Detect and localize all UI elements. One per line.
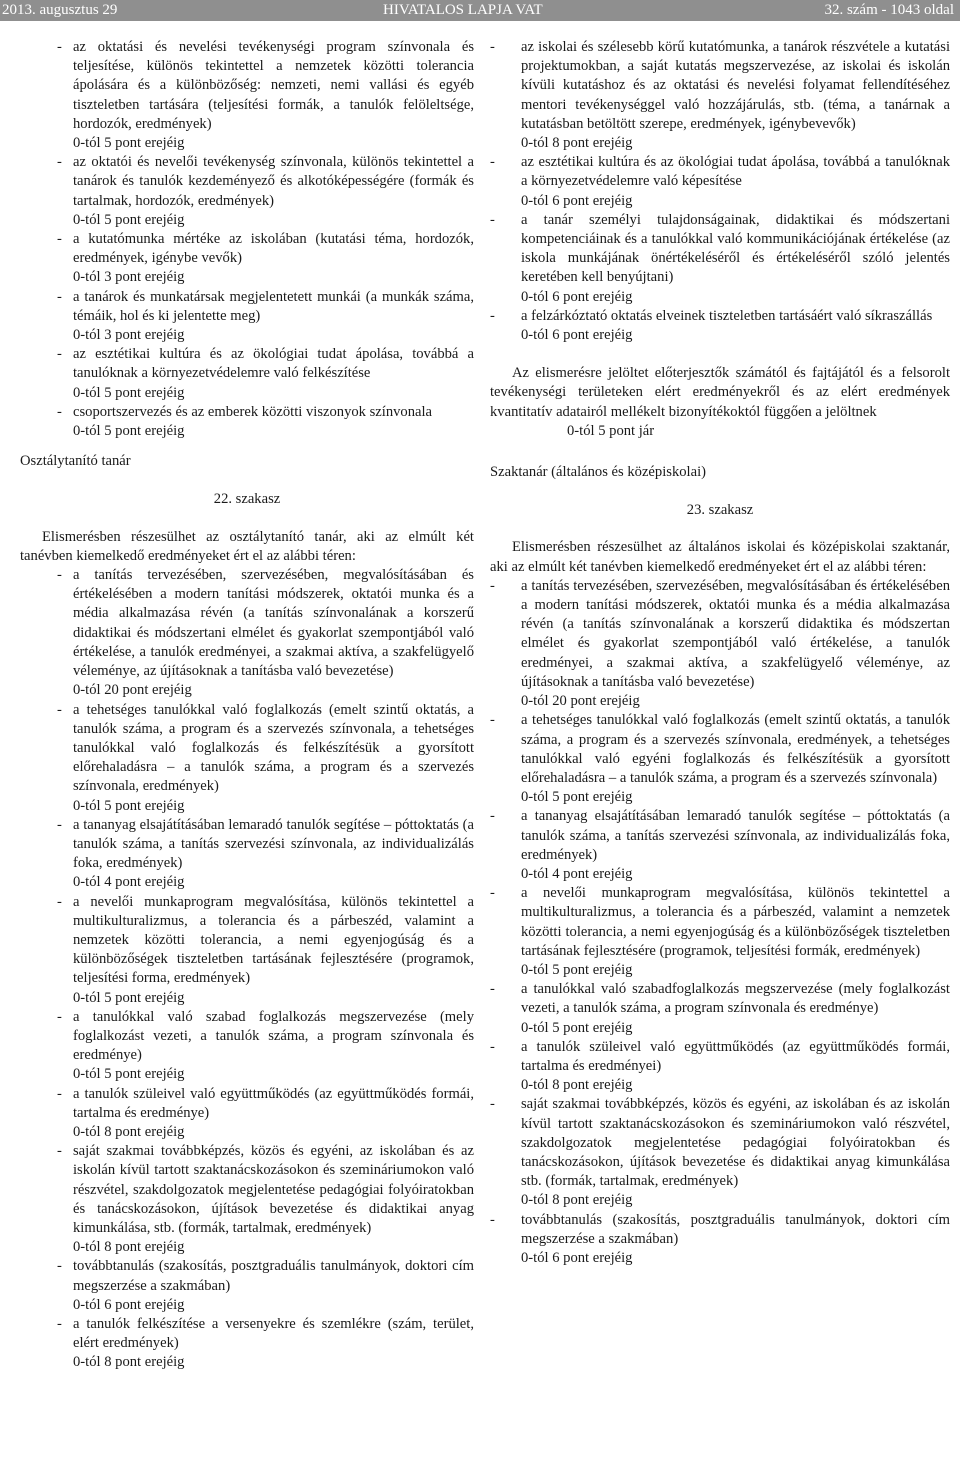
criterion-points: 0-tól 20 pont erejéig: [521, 693, 640, 710]
criterion-text: az iskolai és szélesebb körű kutatómunka, a tanárok részvétele a kutatási projektumokban, a saját kutatás megszervezése, az iskolai és iskolán kívüli kutatáshoz és az oktatási és nevelési folyamat fellendítéséhez mentori tevékenységgel való hozzájárulás, stb. (téma, a tanárnak a kutatásban betöltött szerepe, eredmények, igénybevevők): [521, 39, 950, 132]
criterion-points: 0-tól 8 pont erejéig: [521, 135, 633, 152]
list-dash: -: [57, 893, 62, 910]
list-item: [490, 1095, 950, 1191]
list-dash: -: [57, 154, 62, 171]
criterion-text: továbbtanulás (szakosítás, posztgraduális tanulmányok, doktori cím megszerzése a szakmában): [521, 1211, 950, 1247]
criterion-text: a nevelői munkaprogram megvalósítása, különös tekintettel a multikulturalizmus, a tolerancia és a párbeszéd, valamint a nemzetek közötti tolerancia, a nemi egyenjogúság és a különbözőségek tiszteletben tartásának fejlesztésére (programok, teljesítési formák, eredmények): [521, 885, 950, 959]
list-dash: -: [490, 1096, 495, 1113]
criterion-text: az oktatói és nevelői tevékenység színvonala, különös tekintettel a tanárok és tanulók kezdeményező és alkotóképességére (formák és tartalmak, hordozók, eredmények): [73, 154, 474, 209]
list-item: [20, 1142, 474, 1238]
closing-points: 0-tól 5 pont jár: [567, 422, 655, 439]
list-item: [20, 38, 474, 134]
criterion-text: továbbtanulás (szakosítás, posztgraduális tanulmányok, doktori cím megszerzése a szakmában): [73, 1258, 474, 1294]
section-22-criteria-list: [20, 566, 474, 1373]
list-dash: -: [57, 701, 62, 718]
criterion-text: az esztétikai kultúra és az ökológiai tudat ápolása, továbbá a tanulóknak a környezetvédelemre való felkészítése: [73, 346, 474, 382]
criterion-text: a tanulók szüleivel való együttműködés (az együttműködés formái, tartalma és eredménye): [73, 1085, 474, 1121]
criterion-text: a nevelői munkaprogram megvalósítása, különös tekintettel a multikulturalizmus, a tolerancia és a párbeszéd, valamint a nemzetek közötti tolerancia, a nemi egyenjogúság és a különbözőségek tiszteletben tartásának fejlesztésére (programok, teljesítési forma, eredmények): [73, 893, 474, 987]
criterion-points: 0-tól 20 pont erejéig: [73, 682, 192, 699]
criterion-points: 0-tól 5 pont erejéig: [73, 211, 185, 228]
list-item: [490, 884, 950, 961]
criterion-points: 0-tól 6 pont erejéig: [521, 1249, 633, 1266]
list-item: [490, 307, 950, 326]
category-label-class-teacher: Osztálytanító tanár: [20, 453, 131, 470]
list-item: [20, 701, 474, 797]
criterion-text: saját szakmai továbbképzés, közös és egyéni, az iskolában és az iskolán kívül tartott szaktanácskozásokon és szemináriumokon való részvétel, szakdolgozatok megjelentetése pedagógiai folyóiratokban és tanácskozásokon, újítások bevezetése és didaktikai anyag kimunkálása stb. (formák, tartalmak, eredmények): [521, 1096, 950, 1190]
list-dash: -: [57, 288, 62, 305]
list-dash: -: [490, 808, 495, 825]
list-item: [20, 816, 474, 874]
list-item: [20, 566, 474, 681]
header-publication: HIVATALOS LAPJA VAT: [383, 2, 543, 18]
list-dash: -: [490, 712, 495, 729]
criterion-points: 0-tól 4 pont erejéig: [73, 874, 185, 891]
list-dash: -: [57, 1085, 62, 1102]
list-dash: -: [490, 1038, 495, 1055]
criterion-text: a tanulókkal való szabad foglalkozás megszervezése (mely foglalkozást vezeti, a tanulók száma, a program színvonala és eredménye): [73, 1008, 474, 1064]
criterion-points: 0-tól 5 pont erejéig: [73, 797, 185, 814]
list-item: [490, 211, 950, 288]
list-item: [20, 1008, 474, 1066]
right-column: [490, 38, 950, 1268]
criterion-points: 0-tól 5 pont erejéig: [73, 989, 185, 1006]
list-dash: -: [57, 1008, 62, 1025]
list-item: [20, 403, 474, 422]
criterion-points: 0-tól 5 pont erejéig: [73, 135, 185, 152]
criterion-text: a tehetséges tanulókkal való foglalkozás (emelt szintű oktatás, a tanulók száma, a program és a szervezés színvonala, eredmények, a tehetséges tanulókkal való egyéni foglalkozás és felkészítésük a gyorsított előrehaladásra – a tanulók száma, a program és a szervezés színvonala): [521, 712, 950, 786]
list-dash: -: [57, 346, 62, 363]
header-page-number: 32. szám - 1043 oldal: [824, 2, 954, 18]
criterion-text: a tanulók felkészítése a versenyekre és szemlékre (szám, terület, elért eredmények): [73, 1316, 474, 1352]
list-item: [20, 893, 474, 989]
left-top-list: [20, 38, 474, 441]
section-title-22: 22. szakasz: [213, 491, 281, 508]
criterion-text: a kutatómunka mértéke az iskolában (kutatási téma, hordozók, eredmények, igénybe vevők): [73, 231, 474, 267]
list-dash: -: [490, 211, 495, 228]
list-dash: -: [490, 981, 495, 998]
criterion-text: az esztétikai kultúra és az ökológiai tudat ápolása, továbbá a tanulóknak a környezetvédelemre való képesítése: [521, 154, 950, 190]
list-dash: -: [57, 816, 62, 833]
list-dash: -: [490, 885, 495, 902]
list-item: [20, 1315, 474, 1353]
list-item: [20, 345, 474, 383]
criterion-points: 0-tól 5 pont erejéig: [73, 384, 185, 401]
list-item: [20, 288, 474, 326]
list-dash: -: [490, 307, 495, 324]
criterion-points: 0-tól 8 pont erejéig: [73, 1123, 185, 1140]
list-item: [490, 38, 950, 134]
criterion-points: 0-tól 8 pont erejéig: [73, 1354, 185, 1371]
list-item: [20, 1257, 474, 1295]
list-item: [490, 577, 950, 692]
criterion-text: a tanítás tervezésében, szervezésében, megvalósításában és értékelésében a modern tanítási módszerek, oktatói munka és a média alkalmazása révén (a tanítás színvonalának a korszerű didaktikai és módszertani elmélet és gyakorlat szempontjából való értékelése, a tanulók eredményei, a szakmai aktíva, a szakfelügyelő véleménye, az újításoknak a tanításba való bevezetése): [73, 567, 474, 680]
list-item: [20, 153, 474, 211]
right-top-list: [490, 38, 950, 345]
list-item: [20, 230, 474, 268]
closing-paragraph: Az elismerésre jelöltet előterjesztők számától és fajtájától és a felsorolt tevékenységi területeken elért eredményekről és az elért eredmények kvantitatív adatairól mellékelt bizonyítékoktól függően a jelöltnek: [490, 365, 950, 420]
criterion-text: a tananyag elsajátításában lemaradó tanulók segítése – póttoktatás (a tanulók száma, a tanítás szervezési színvonala, az individualizálás foka, eredmények): [73, 816, 474, 872]
criterion-points: 0-tól 8 pont erejéig: [521, 1192, 633, 1209]
criterion-points: 0-tól 6 pont erejéig: [521, 192, 633, 209]
section-title-23: 23. szakasz: [686, 502, 754, 519]
criterion-points: 0-tól 6 pont erejéig: [73, 1296, 185, 1313]
list-dash: -: [490, 39, 495, 55]
list-dash: -: [490, 1211, 495, 1228]
criterion-text: a felzárkóztató oktatás elveinek tiszteletben tartásáért való síkraszállás: [521, 307, 933, 324]
list-dash: -: [490, 577, 495, 594]
list-item: [490, 153, 950, 191]
left-column: [20, 38, 474, 1373]
section-22-intro: Elismerésben részesülhet az osztálytanító tanár, aki az elmúlt két tanévben kiemelkedő eredményeket ért el az alábbi téren:: [20, 528, 474, 564]
page-header: [0, 0, 960, 21]
criterion-text: az oktatási és nevelési tevékenységi program színvonala és teljesítése, különös tekintettel a nemzetek közötti tolerancia ápolására és a különbözőség: nemzeti, nemi vallási és egyéb tiszteletben tartására (teljesítési formák, a tanulók felöleltsége, hordozók, eredmények): [73, 39, 474, 132]
list-dash: -: [57, 1143, 62, 1160]
criterion-text: a tanár személyi tulajdonságainak, didaktikai és módszertani kompetenciáinak és a tanulókkal való kommunikációjának értékelése (az iskola munkájának önértékeléséről és értékeléséről szóló jelentés keretében kell benyújtani): [521, 211, 950, 286]
list-item: [490, 711, 950, 788]
criterion-text: a tananyag elsajátításában lemaradó tanulók segítése – póttoktatás (a tanulók száma, a tanítás szervezési színvonala, az individualizálás foka, eredmények): [521, 808, 950, 863]
list-dash: -: [57, 403, 62, 420]
list-item: [490, 980, 950, 1018]
list-item: [490, 1038, 950, 1076]
criterion-points: 0-tól 3 pont erejéig: [73, 269, 185, 286]
section-23-criteria-list: [490, 577, 950, 1268]
list-dash: -: [57, 1258, 62, 1275]
list-dash: -: [57, 231, 62, 248]
criterion-points: 0-tól 6 pont erejéig: [521, 327, 633, 344]
category-label-subject-teacher: Szaktanár (általános és középiskolai): [490, 464, 706, 481]
criterion-text: a tanárok és munkatársak megjelentetett munkái (a munkák száma, témáik, hol és ki jelentette meg): [73, 288, 474, 324]
criterion-text: csoportszervezés és az emberek közötti viszonyok színvonala: [73, 403, 433, 420]
list-dash: -: [57, 567, 62, 584]
criterion-points: 0-tól 5 pont erejéig: [521, 961, 633, 978]
list-dash: -: [57, 1316, 62, 1332]
list-item: [490, 807, 950, 865]
criterion-text: a tanulókkal való szabadfoglalkozás megszervezése (mely foglalkozást vezeti, a tanulók száma, a program színvonala és eredménye): [521, 981, 950, 1017]
section-23-intro: Elismerésben részesülhet az általános iskolai és középiskolai szaktanár, aki az elmúlt két tanévben kiemelkedő eredményeket ért el az alábbi téren:: [490, 539, 950, 575]
list-dash: -: [57, 39, 62, 55]
list-item: [490, 1211, 950, 1249]
criterion-text: a tanulók szüleivel való együttműködés (az együttműködés formái, tartalma és eredményei): [521, 1038, 950, 1074]
header-date: 2013. augusztus 29: [2, 2, 118, 18]
criterion-points: 0-tól 5 pont erejéig: [521, 789, 633, 806]
criterion-points: 0-tól 5 pont erejéig: [73, 1066, 185, 1083]
criterion-points: 0-tól 5 pont erejéig: [73, 423, 185, 440]
criterion-points: 0-tól 6 pont erejéig: [521, 288, 633, 305]
list-item: [20, 1085, 474, 1123]
criterion-points: 0-tól 8 pont erejéig: [73, 1239, 185, 1256]
criterion-text: a tanítás tervezésében, szervezésében, megvalósításában és értékelésében a modern tanítási módszerek, oktatói munka és a média alkalmazása révén (a tanítás színvonalának a korszerű didaktika és módszertan elmélet és gyakorlat szempontjából való értékelése, a tanulók eredményei, a szakmai aktíva, a szakfelügyelő véleménye, az újításoknak a tanításba való bevezetése): [521, 577, 950, 690]
list-dash: -: [490, 154, 495, 171]
criterion-points: 0-tól 4 pont erejéig: [521, 865, 633, 882]
criterion-points: 0-tól 8 pont erejéig: [521, 1077, 633, 1094]
criterion-text: saját szakmai továbbképzés, közös és egyéni, az iskolában és az iskolán kívül tartott szaktanácskozásokon és szemináriumokon való részvétel, szakdolgozatok megjelentetése pedagógiai folyóiratokban és tanácskozásokon, újítások bevezetése és didaktikai anyag kimunkálása, stb. (formák, tartalmak, eredmények): [73, 1143, 474, 1236]
criterion-points: 0-tól 5 pont erejéig: [521, 1019, 633, 1036]
criterion-points: 0-tól 3 pont erejéig: [73, 327, 185, 344]
criterion-text: a tehetséges tanulókkal való foglalkozás (emelt szintű oktatás, a tanulók száma, a program és a szervezés színvonala, a tehetséges tanulókkal való foglalkozás és felkészítésük a gyorsított előrehaladásra – a tanulók száma, a program és a szervezés színvonala, eredmények): [73, 701, 474, 795]
